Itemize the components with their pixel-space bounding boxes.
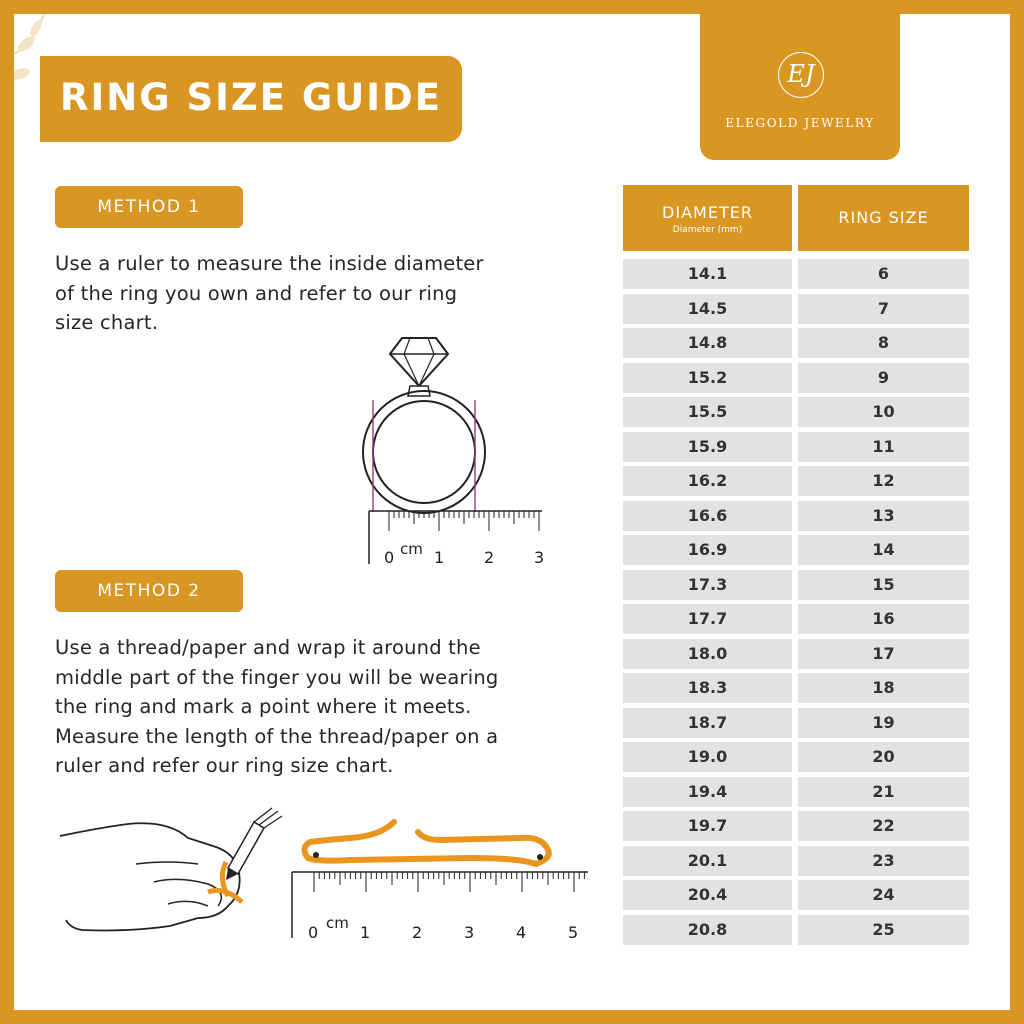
method-2-label: METHOD 2	[55, 570, 243, 612]
ring-size-cell: 13	[798, 501, 969, 531]
thread-icon	[290, 814, 590, 944]
ring-size-cell: 7	[798, 294, 969, 324]
method-2-line: middle part of the finger you will be wearing	[55, 665, 499, 689]
ring-size-cell: 9	[798, 363, 969, 393]
diameter-cell: 16.9	[623, 535, 792, 565]
ruler-tick-label: 1	[360, 923, 371, 942]
table-row	[623, 535, 969, 565]
method-2-text	[55, 633, 498, 781]
ruler-tick-label: 1	[434, 548, 445, 564]
table-row	[623, 880, 969, 910]
method-2-line: Measure the length of the thread/paper on a	[55, 724, 499, 748]
table-header-diameter	[623, 185, 792, 251]
diameter-cell: 20.4	[623, 880, 792, 910]
table-header-ring-size	[798, 185, 969, 251]
table-row	[623, 777, 969, 807]
diameter-cell: 18.3	[623, 673, 792, 703]
method-2-line: ruler and refer our ring size chart.	[55, 754, 394, 777]
ring-size-cell: 11	[798, 432, 969, 462]
method-1-line: size chart.	[55, 311, 159, 334]
ruler-tick-label: 0	[308, 923, 319, 942]
ring-size-guide-card	[14, 14, 1010, 1010]
ruler-unit-label: cm	[326, 914, 349, 932]
ring-size-cell: 24	[798, 880, 969, 910]
ring-size-cell: 21	[798, 777, 969, 807]
method-1-line: of the ring you own and refer to our ring	[55, 281, 458, 305]
table-row	[623, 501, 969, 531]
hand-icon	[58, 806, 288, 936]
ring-size-cell: 18	[798, 673, 969, 703]
diameter-header-title: DIAMETER	[662, 203, 753, 222]
table-row	[623, 742, 969, 772]
ring-size-cell: 14	[798, 535, 969, 565]
ring-size-cell: 12	[798, 466, 969, 496]
table-row	[623, 915, 969, 945]
diameter-cell: 20.8	[623, 915, 792, 945]
table-row	[623, 466, 969, 496]
diameter-cell: 19.0	[623, 742, 792, 772]
ring-size-cell: 20	[798, 742, 969, 772]
diameter-cell: 17.7	[623, 604, 792, 634]
method-1-line: Use a ruler to measure the inside diameter	[55, 252, 484, 275]
diameter-cell: 15.9	[623, 432, 792, 462]
diameter-cell: 17.3	[623, 570, 792, 600]
diamond-ring-icon	[344, 332, 544, 564]
table-row	[623, 363, 969, 393]
ruler-tick-label: 0	[384, 548, 395, 564]
table-row	[623, 846, 969, 876]
diameter-cell: 18.7	[623, 708, 792, 738]
diameter-cell: 14.5	[623, 294, 792, 324]
ruler-icon	[292, 872, 588, 942]
ruler-unit-label: cm	[400, 540, 423, 558]
method-2-line: the ring and mark a point where it meets.	[55, 695, 472, 718]
ruler-tick-label: 3	[464, 923, 475, 942]
diameter-cell: 14.8	[623, 328, 792, 358]
pencil-icon	[226, 808, 282, 880]
ring-size-cell: 6	[798, 259, 969, 289]
ruler-tick-label: 3	[534, 548, 544, 564]
title-banner	[40, 56, 462, 142]
method-1-label: METHOD 1	[55, 186, 243, 228]
table-row	[623, 570, 969, 600]
table-row	[623, 673, 969, 703]
ring-size-cell: 19	[798, 708, 969, 738]
ring-size-cell: 15	[798, 570, 969, 600]
ring-size-cell: 17	[798, 639, 969, 669]
brand-logo	[700, 14, 900, 160]
table-row	[623, 397, 969, 427]
table-row	[623, 294, 969, 324]
ring-size-cell: 10	[798, 397, 969, 427]
ruler-tick-label: 4	[516, 923, 527, 942]
ruler-tick-label: 2	[484, 548, 495, 564]
table-row	[623, 259, 969, 289]
method-2-line: Use a thread/paper and wrap it around the	[55, 636, 481, 659]
table-row	[623, 604, 969, 634]
ruler-tick-label: 5	[568, 923, 579, 942]
ring-size-header-title: RING SIZE	[838, 208, 929, 227]
diameter-cell: 15.5	[623, 397, 792, 427]
ruler-tick-label: 2	[412, 923, 423, 942]
table-row	[623, 811, 969, 841]
ring-size-cell: 23	[798, 846, 969, 876]
table-row	[623, 432, 969, 462]
diameter-cell: 20.1	[623, 846, 792, 876]
ring-size-cell: 8	[798, 328, 969, 358]
brand-name: ELEGOLD JEWELRY	[725, 116, 875, 130]
ring-size-cell: 25	[798, 915, 969, 945]
diameter-cell: 16.2	[623, 466, 792, 496]
diameter-cell: 16.6	[623, 501, 792, 531]
table-row	[623, 639, 969, 669]
diameter-cell: 19.4	[623, 777, 792, 807]
page-title: RING SIZE GUIDE	[60, 76, 443, 119]
ruler-icon	[369, 511, 544, 564]
diameter-cell: 15.2	[623, 363, 792, 393]
brand-monogram: EJ	[778, 52, 824, 98]
diameter-cell: 14.1	[623, 259, 792, 289]
table-row	[623, 328, 969, 358]
method-1-text	[55, 249, 484, 338]
diameter-header-subtitle: Diameter (mm)	[672, 225, 743, 235]
diameter-cell: 18.0	[623, 639, 792, 669]
diameter-cell: 19.7	[623, 811, 792, 841]
ring-size-cell: 16	[798, 604, 969, 634]
ring-size-cell: 22	[798, 811, 969, 841]
table-row	[623, 708, 969, 738]
